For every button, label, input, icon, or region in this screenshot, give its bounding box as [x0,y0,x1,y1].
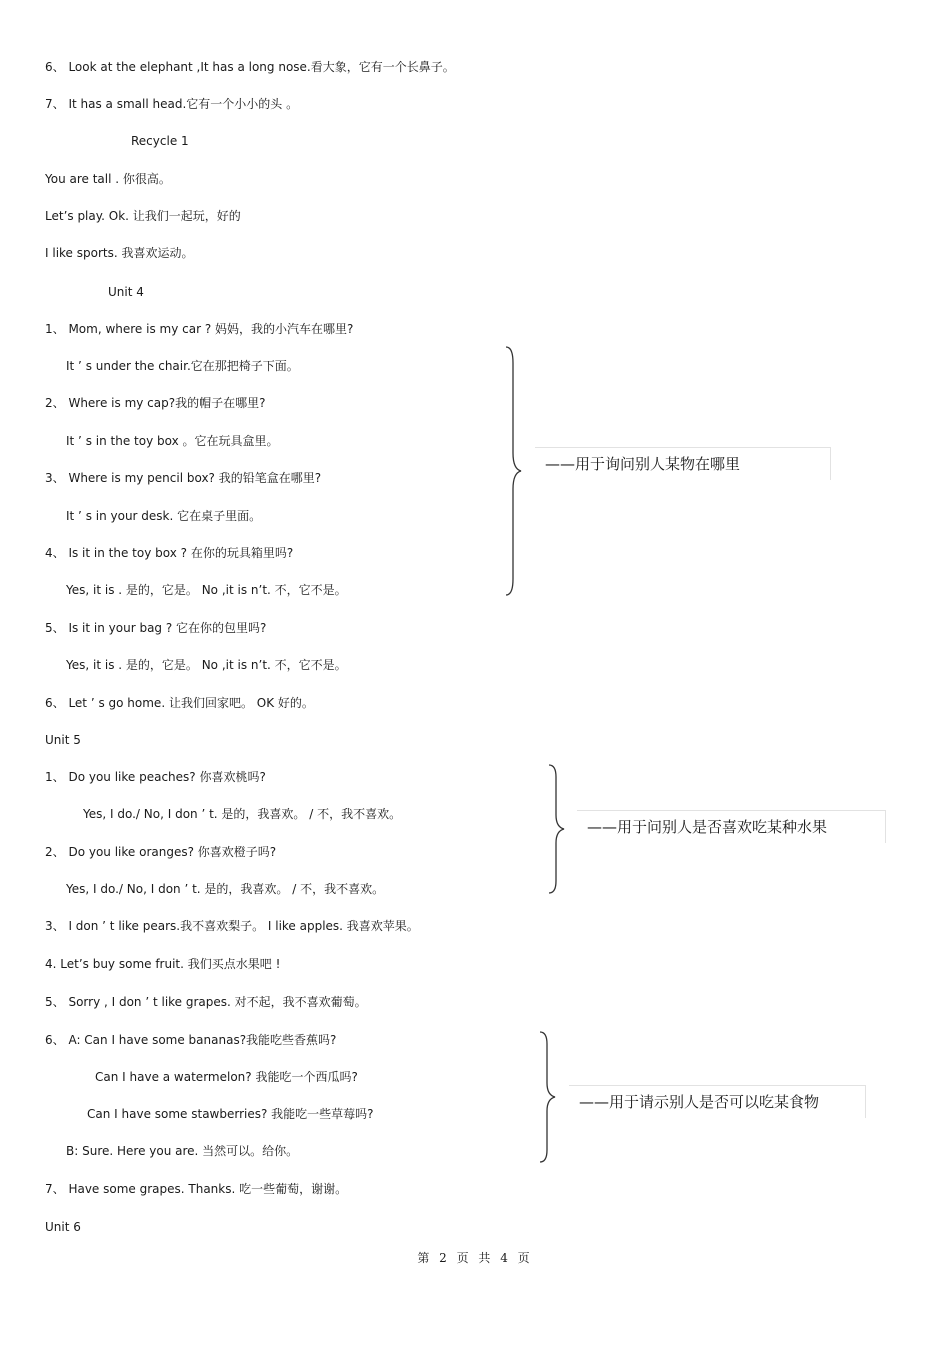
section-heading: Unit 4 [108,285,144,299]
text-line: It ’ s in your desk. 它在桌子里面。 [66,509,262,523]
text-line: I like sports. 我喜欢运动。 [45,246,194,260]
text-line: 7、 Have some grapes. Thanks. 吃一些葡萄，谢谢。 [45,1182,348,1196]
text-line: 3、 Where is my pencil box? 我的铅笔盒在哪里? [45,471,322,485]
text-line: 2、 Where is my cap?我的帽子在哪里? [45,396,266,410]
text-line: 5、 Is it in your bag ? 它在你的包里吗? [45,621,267,635]
section-heading: Unit 5 [45,733,81,747]
curly-brace [535,1030,561,1164]
text-line: 1、 Do you like peaches? 你喜欢桃吗? [45,770,266,784]
text-line: 4、 Is it in the toy box ? 在你的玩具箱里吗? [45,546,294,560]
text-line: 6、 Let ’ s go home. 让我们回家吧。 OK 好的。 [45,696,314,710]
text-line: 2、 Do you like oranges? 你喜欢橙子吗? [45,845,277,859]
text-line: It ’ s in the toy box 。它在玩具盒里。 [66,434,279,448]
text-line: Yes, I do./ No, I don ’ t. 是的，我喜欢。 / 不，我不喜欢。 [66,882,385,896]
text-line: 1、 Mom, where is my car ? 妈妈，我的小汽车在哪里? [45,322,354,336]
section-heading: Recycle 1 [131,134,189,148]
text-line: You are tall . 你很高。 [45,172,171,186]
page-footer: 第 2 页 共 4 页 [417,1251,533,1265]
text-line: 4. Let’s buy some fruit. 我们买点水果吧 ! [45,957,281,971]
text-line: Yes, it is . 是的，它是。 No ,it is n’t. 不，它不是。 [66,583,347,597]
text-line: Let’s play. Ok. 让我们一起玩，好的 [45,209,241,223]
curly-brace [500,345,530,597]
text-line: 6、 Look at the elephant ,It has a long nose.看大象，它有一个长鼻子。 [45,60,455,74]
text-line: 7、 It has a small head.它有一个小小的头 。 [45,97,299,111]
section-heading: Unit 6 [45,1220,81,1234]
note-box: ——用于询问别人某物在哪里 [535,447,831,480]
text-line: 5、 Sorry , I don ’ t like grapes. 对不起，我不喜欢葡萄。 [45,995,367,1009]
note-box: ——用于问别人是否喜欢吃某种水果 [577,810,886,843]
text-line: 3、 I don ’ t like pears.我不喜欢梨子。 I like apples. 我喜欢苹果。 [45,919,419,933]
text-line: It ’ s under the chair.它在那把椅子下面。 [66,359,299,373]
text-line: Can I have some stawberries? 我能吃一些草莓吗? [87,1107,374,1121]
text-line: Can I have a watermelon? 我能吃一个西瓜吗? [95,1070,358,1084]
note-box: ——用于请示别人是否可以吃某食物 [569,1085,866,1118]
text-line: 6、 A: Can I have some bananas?我能吃些香蕉吗? [45,1033,337,1047]
text-line: Yes, I do./ No, I don ’ t. 是的，我喜欢。 / 不，我不喜欢。 [83,807,402,821]
curly-brace [544,763,570,895]
text-line: B: Sure. Here you are. 当然可以。给你。 [66,1144,299,1158]
text-line: Yes, it is . 是的，它是。 No ,it is n’t. 不，它不是。 [66,658,347,672]
